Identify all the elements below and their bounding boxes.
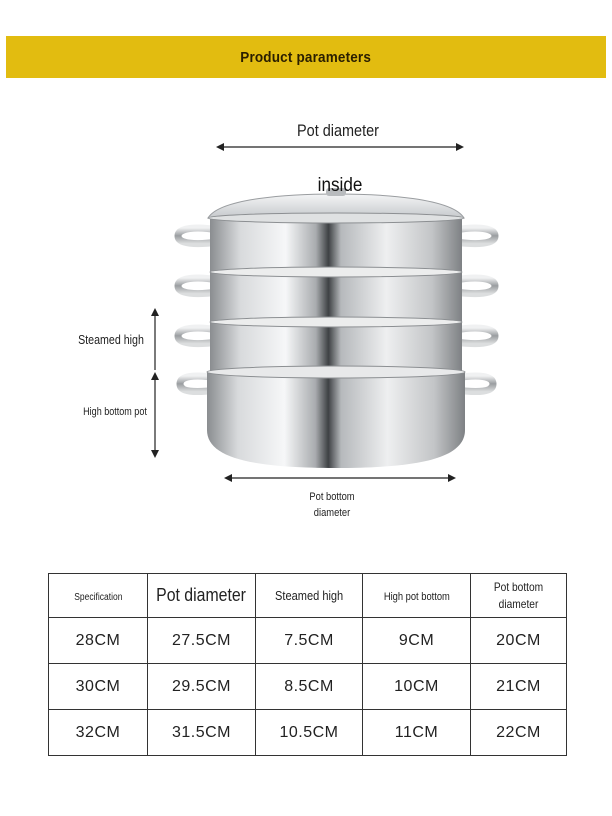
inside-label: inside	[317, 175, 363, 196]
table-cell: 7.5CM	[256, 618, 363, 664]
table-cell: 32CM	[49, 710, 148, 756]
table-header-cell: Steamed high	[256, 574, 363, 618]
steamer-tiers	[207, 218, 465, 468]
pot-diameter-arrow	[216, 143, 464, 151]
table-header-cell: High pot bottom	[363, 574, 471, 618]
table-row	[49, 710, 567, 756]
pot-bottom-diameter-arrow	[224, 474, 456, 482]
steamed-high-label: Steamed high	[78, 332, 144, 347]
table-cell: 10CM	[363, 664, 471, 710]
pot-diameter-label: Pot diameter	[297, 121, 379, 140]
page-title: Product parameters	[240, 48, 372, 66]
spec-table	[48, 573, 567, 756]
table-cell: 10.5CM	[256, 710, 363, 756]
pot-bottom-label-line1: Pot bottom	[309, 491, 355, 503]
table-header-cell: Pot diameter	[148, 574, 256, 618]
table-cell: 29.5CM	[148, 664, 256, 710]
table-cell: 21CM	[471, 664, 567, 710]
table-header-cell: Pot bottom diameter	[471, 574, 567, 618]
table-cell: 30CM	[49, 664, 148, 710]
table-header-row	[49, 574, 567, 618]
table-row	[49, 618, 567, 664]
table-cell: 31.5CM	[148, 710, 256, 756]
pot-bottom-diameter-label	[298, 489, 366, 521]
table-cell: 8.5CM	[256, 664, 363, 710]
steamed-high-arrow	[151, 308, 159, 370]
table-cell: 9CM	[363, 618, 471, 664]
high-bottom-pot-label: High bottom pot	[83, 406, 147, 418]
high-bottom-pot-arrow	[151, 372, 159, 458]
table-header-cell: Specification	[49, 574, 148, 618]
pot-bottom-label-line2: diameter	[313, 507, 351, 519]
table-cell: 28CM	[49, 618, 148, 664]
table-cell: 11CM	[363, 710, 471, 756]
table-row	[49, 664, 567, 710]
table-cell: 22CM	[471, 710, 567, 756]
table-cell: 20CM	[471, 618, 567, 664]
table-cell: 27.5CM	[148, 618, 256, 664]
